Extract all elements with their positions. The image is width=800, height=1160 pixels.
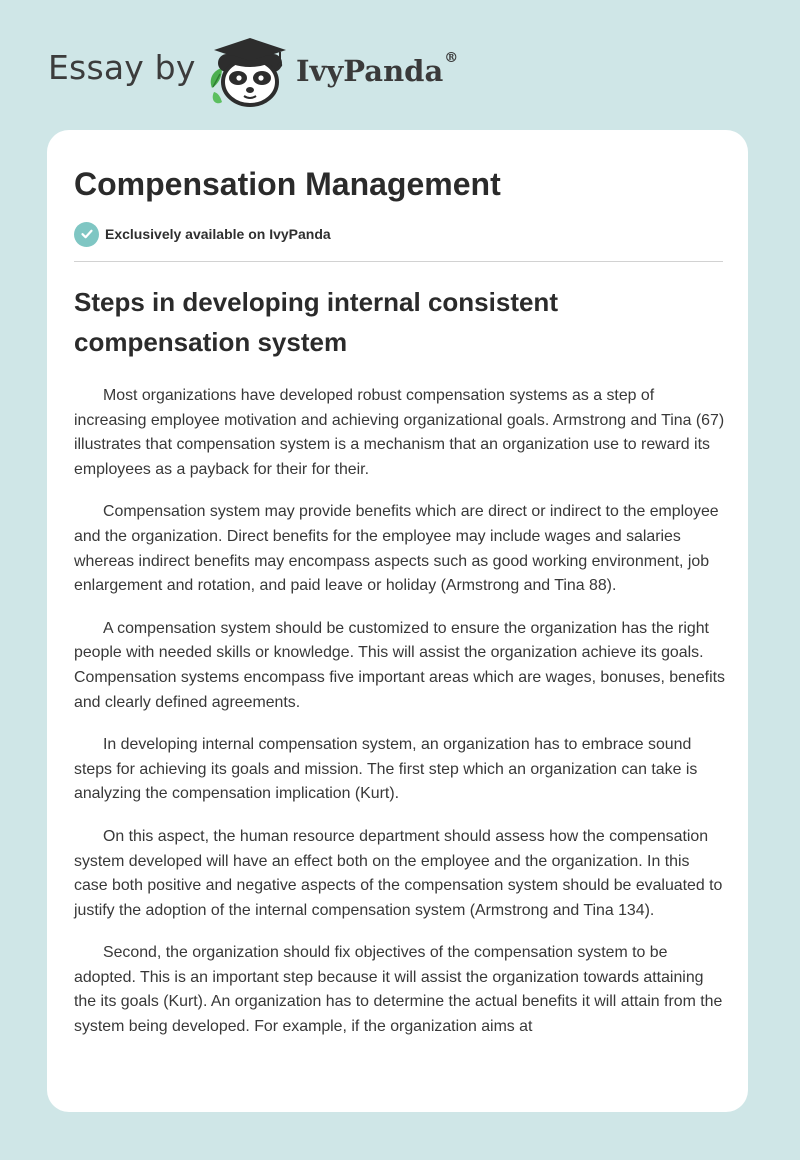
page-title: Compensation Management bbox=[74, 166, 501, 202]
title-divider bbox=[74, 261, 723, 262]
site-header bbox=[48, 30, 468, 110]
check-circle-icon bbox=[74, 222, 99, 247]
panda-graduate-logo[interactable] bbox=[200, 30, 300, 110]
exclusive-label: Exclusively available on IvyPanda bbox=[105, 226, 331, 242]
paragraph: Most organizations have developed robust compensation systems as a step of increasing employee motivation and achieving organizational goals. Armstrong and Tina (67) illustrates that compensation system is a mechanism that an organization use to reward its employees as a payback for their for their. bbox=[74, 387, 725, 478]
brand-name[interactable] bbox=[296, 50, 459, 88]
exclusive-badge bbox=[74, 221, 331, 247]
paragraph: On this aspect, the human resource department should assess how the compensation system developed will have an effect both on the employee and the organization. In this case both positive and negative aspects of the compensation system should be evaluated to justify the adoption of the internal compensation system (Armstrong and Tina 134). bbox=[74, 827, 723, 919]
essay-body bbox=[74, 384, 726, 1058]
essay-card bbox=[47, 130, 748, 1112]
brand-name-text[interactable]: IvyPanda bbox=[296, 54, 444, 88]
paragraph: Second, the organization should fix objectives of the compensation system to be adopted. This is an important step because it will assist the organization towards attaining the its goals (Kurt). An organization has to determine the actual benefits it will attain from the system being developed. For example, if the organization aims at bbox=[74, 944, 723, 1036]
paragraph: Compensation system may provide benefits which are direct or indirect to the employee and the organization. Direct benefits for the employee may include wages and salaries whereas indirect benefits may encompass aspects such as good working environment, job enlargement and rotation, and paid leave or holiday (Armstrong and Tina 88). bbox=[74, 503, 719, 595]
paragraph: In developing internal compensation system, an organization has to embrace sound steps for achieving its goals and mission. The first step which an organization can take is analyzing the compensation implication (Kurt). bbox=[74, 736, 698, 803]
paragraph: A compensation system should be customized to ensure the organization has the right people with needed skills or knowledge. This will assist the organization achieve its goals. Compensation systems encompass five important areas which are wages, bonuses, benefits and clearly defined agreements. bbox=[74, 619, 725, 711]
section-heading: Steps in developing internal consistent compensation system bbox=[74, 287, 558, 357]
registered-mark: ® bbox=[444, 50, 459, 66]
brand-prefix: Essay by bbox=[48, 48, 196, 87]
